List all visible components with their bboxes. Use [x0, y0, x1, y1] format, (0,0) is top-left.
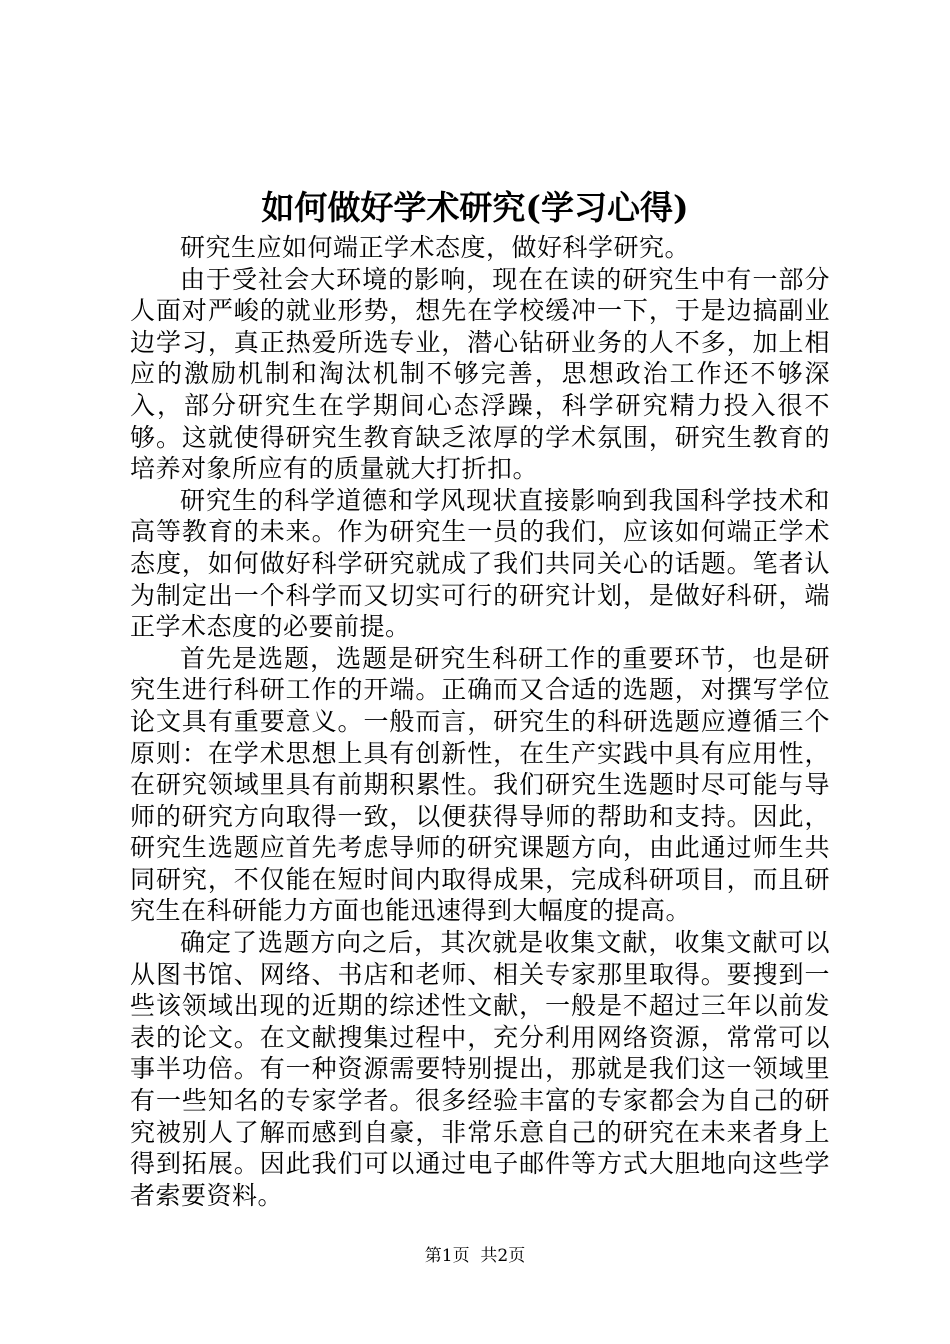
document-body [130, 232, 830, 1211]
paragraph-3: 研究生的科学道德和学风现状直接影响到我国科学技术和高等教育的未来。作为研究生一员的我们，应该如何端正学术态度，如何做好科学研究就成了我们共同关心的话题。笔者认为制定出一个科学而又切实可行的研究计划，是做好科研，端正学术态度的必要前提。 [130, 485, 830, 642]
paragraph-1: 研究生应如何端正学术态度，做好科学研究。 [180, 233, 691, 262]
paragraph-4: 首先是选题，选题是研究生科研工作的重要环节，也是研究生进行科研工作的开端。正确而又合适的选题，对撰写学位论文具有重要意义。一般而言，研究生的科研选题应遵循三个原则：在学术思想上具有创新性，在生产实践中具有应用性，在研究领域里具有前期积累性。我们研究生选题时尽可能与导师的研究方向取得一致，以便获得导师的帮助和支持。因此，研究生选题应首先考虑导师的研究课题方向，由此通过师生共同研究，不仅能在短时间内取得成果，完成科研项目，而且研究生在科研能力方面也能迅速得到大幅度的提高。 [130, 643, 830, 926]
paragraph-2: 由于受社会大环境的影响，现在在读的研究生中有一部分人面对严峻的就业形势，想先在学校缓冲一下，于是边搞副业边学习，真正热爱所选专业，潜心钻研业务的人不多，加上相应的激励机制和淘汰机制不够完善，思想政治工作还不够深入，部分研究生在学期间心态浮躁，科学研究精力投入很不够。这就使得研究生教育缺乏浓厚的学术氛围，研究生教育的培养对象所应有的质量就大打折扣。 [130, 264, 830, 484]
document-title: 如何做好学术研究(学习心得) [261, 188, 689, 227]
page-number-current: 第1页 [424, 1246, 470, 1266]
page-number-total: 共2页 [480, 1246, 526, 1266]
footer-spacer [470, 1246, 481, 1266]
paragraph-5: 确定了选题方向之后，其次就是收集文献，收集文献可以从图书馆、网络、书店和老师、相关专家那里取得。要搜到一些该领域出现的近期的综述性文献，一般是不超过三年以前发表的论文。在文献搜集过程中，充分利用网络资源，常常可以事半功倍。有一种资源需要特别提出，那就是我们这一领域里有一些知名的专家学者。很多经验丰富的专家都会为自己的研究被别人了解而感到自豪，非常乐意自己的研究在未来者身上得到拓展。因此我们可以通过电子邮件等方式大胆地向这些学者索要资料。 [130, 928, 830, 1210]
page-footer [0, 1244, 950, 1268]
